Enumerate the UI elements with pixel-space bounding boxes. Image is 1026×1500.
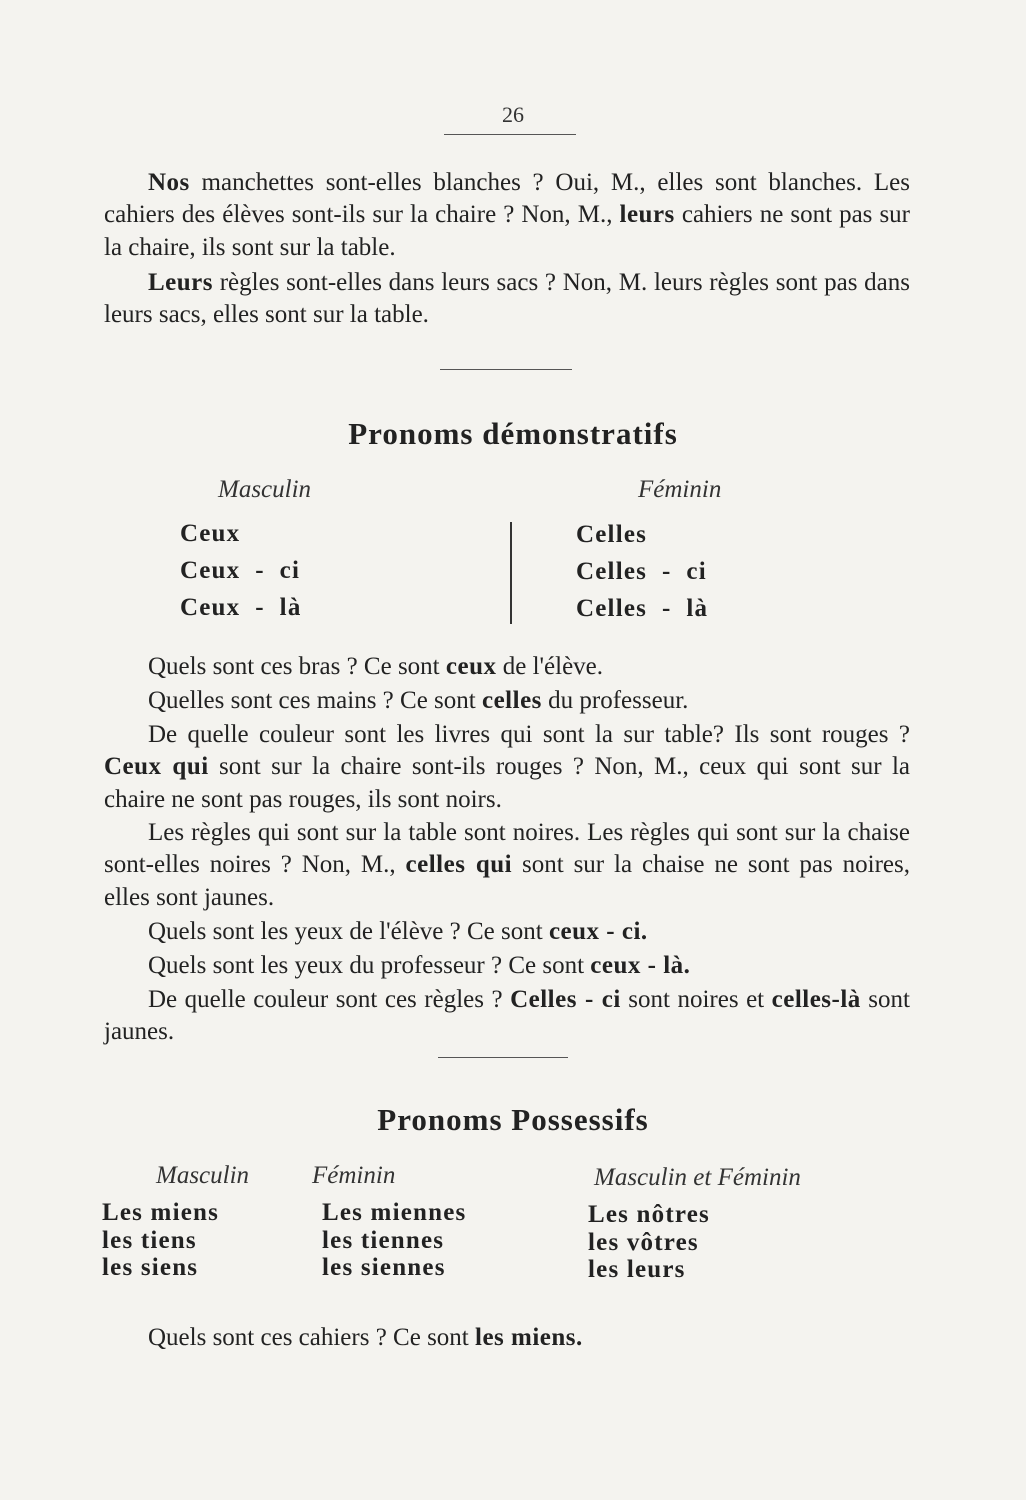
text-run: sont jaunes.	[104, 986, 910, 1046]
paragraph-intro-2	[104, 267, 910, 332]
column-heading-feminin: Féminin	[312, 1162, 396, 1189]
bold-term: Ceux qui	[104, 753, 209, 781]
example-paragraph	[104, 984, 910, 1049]
column-heading-masculin-et-feminin: Masculin et Féminin	[594, 1164, 801, 1191]
pronoun-form: les siennes	[322, 1254, 446, 1281]
text-run: sont sur la chaire sont-ils rouges ? Non, M., ceux qui sont sur la chaire ne sont pas rouges, ils sont noirs.	[104, 753, 911, 813]
text-run: Quels sont les yeux du professeur ? Ce sont	[148, 952, 591, 979]
pronoun-form: Ceux - ci	[180, 557, 301, 584]
demonstratifs-masculin-list	[180, 515, 302, 626]
text-run: du professeur.	[541, 687, 689, 714]
bold-term: leurs	[619, 201, 675, 229]
text-run: sont sur la chaise ne sont pas noires, elles sont jaunes.	[104, 851, 910, 911]
pronoun-form: Les miennes	[322, 1199, 467, 1226]
text-run: Les règles qui sont sur la table sont noires. Les règles qui sont sur la chaise sont-elles noires ? Non, M.,	[104, 819, 910, 879]
example-paragraph	[104, 817, 910, 914]
bold-term: Celles - ci	[510, 986, 621, 1013]
pronoun-form: les tiens	[102, 1226, 197, 1254]
bold-term: Leurs	[148, 269, 213, 296]
section-title-demonstratifs: Pronoms démonstratifs	[348, 416, 678, 451]
bold-term: ceux	[445, 653, 497, 680]
pronoun-form: Celles - là	[576, 595, 709, 622]
pronoun-form: les tiennes	[322, 1226, 445, 1254]
bold-term: ceux - ci.	[548, 918, 648, 945]
page-number: 26	[502, 102, 524, 127]
column-heading-masculin: Masculin	[156, 1162, 250, 1189]
example-paragraph	[104, 916, 910, 948]
section-title-possessifs: Pronoms Possessifs	[377, 1102, 649, 1137]
section-divider	[438, 1057, 568, 1058]
page-number-rule	[444, 134, 576, 135]
text-run: manchettes sont-elles blanches ? Oui, M., elles sont blanches. Les cahiers des élèves sont-ils sur la chaire ? Non, M.,	[104, 169, 910, 229]
text-run: Quels sont les yeux de l'élève ? Ce sont	[148, 918, 549, 945]
text-run: De quelle couleur sont ces règles ?	[148, 986, 511, 1013]
section-divider	[440, 369, 572, 370]
example-paragraph	[104, 950, 910, 982]
possessifs-masculin-list	[102, 1199, 219, 1282]
text-run: Quels sont ces cahiers ? Ce sont	[148, 1324, 476, 1351]
pronoun-form: les leurs	[588, 1256, 686, 1283]
text-run: Quels sont ces bras ? Ce sont	[148, 653, 446, 680]
text-run: De quelle couleur sont les livres qui sont la sur table? Ils sont rouges ?	[148, 721, 910, 748]
pronoun-form: Ceux - là	[180, 594, 302, 621]
bold-term: ceux - là.	[590, 952, 691, 979]
pronoun-form: Les nôtres	[588, 1201, 710, 1228]
pronoun-form: Ceux	[180, 520, 241, 547]
pronoun-form: Celles	[576, 521, 648, 548]
bold-term: celles qui	[405, 851, 513, 879]
paragraph-intro-1	[104, 167, 910, 264]
bold-term: celles	[481, 687, 542, 714]
bold-term: les miens.	[475, 1324, 583, 1351]
possessifs-mixte-list	[588, 1201, 710, 1284]
text-run: de l'élève.	[496, 653, 604, 680]
pronoun-form: les vôtres	[588, 1228, 699, 1256]
demonstratifs-feminin-list	[576, 516, 708, 627]
pronoun-form: les siens	[102, 1254, 199, 1281]
text-run: règles sont-elles dans leurs sacs ? Non, M. leurs règles sont pas dans leurs sacs, elles sont sur la table.	[104, 269, 910, 329]
example-paragraph	[104, 719, 910, 816]
example-paragraph	[104, 685, 910, 717]
example-paragraph	[104, 1322, 910, 1354]
column-heading-masculin: Masculin	[218, 476, 312, 503]
text-run: sont noires et	[620, 986, 772, 1013]
text-run: Quelles sont ces mains ? Ce sont	[148, 687, 482, 714]
pronoun-form: Celles - ci	[576, 558, 707, 585]
text-run: cahiers ne sont pas sur la chaire, ils sont sur la table.	[104, 201, 910, 261]
column-separator	[510, 522, 512, 624]
possessifs-feminin-list	[322, 1199, 466, 1282]
bold-term: celles-là	[771, 986, 861, 1013]
bold-term: Nos	[148, 169, 190, 196]
pronoun-form: Les miens	[102, 1199, 220, 1226]
column-heading-feminin: Féminin	[638, 476, 722, 503]
example-paragraph	[104, 651, 910, 683]
